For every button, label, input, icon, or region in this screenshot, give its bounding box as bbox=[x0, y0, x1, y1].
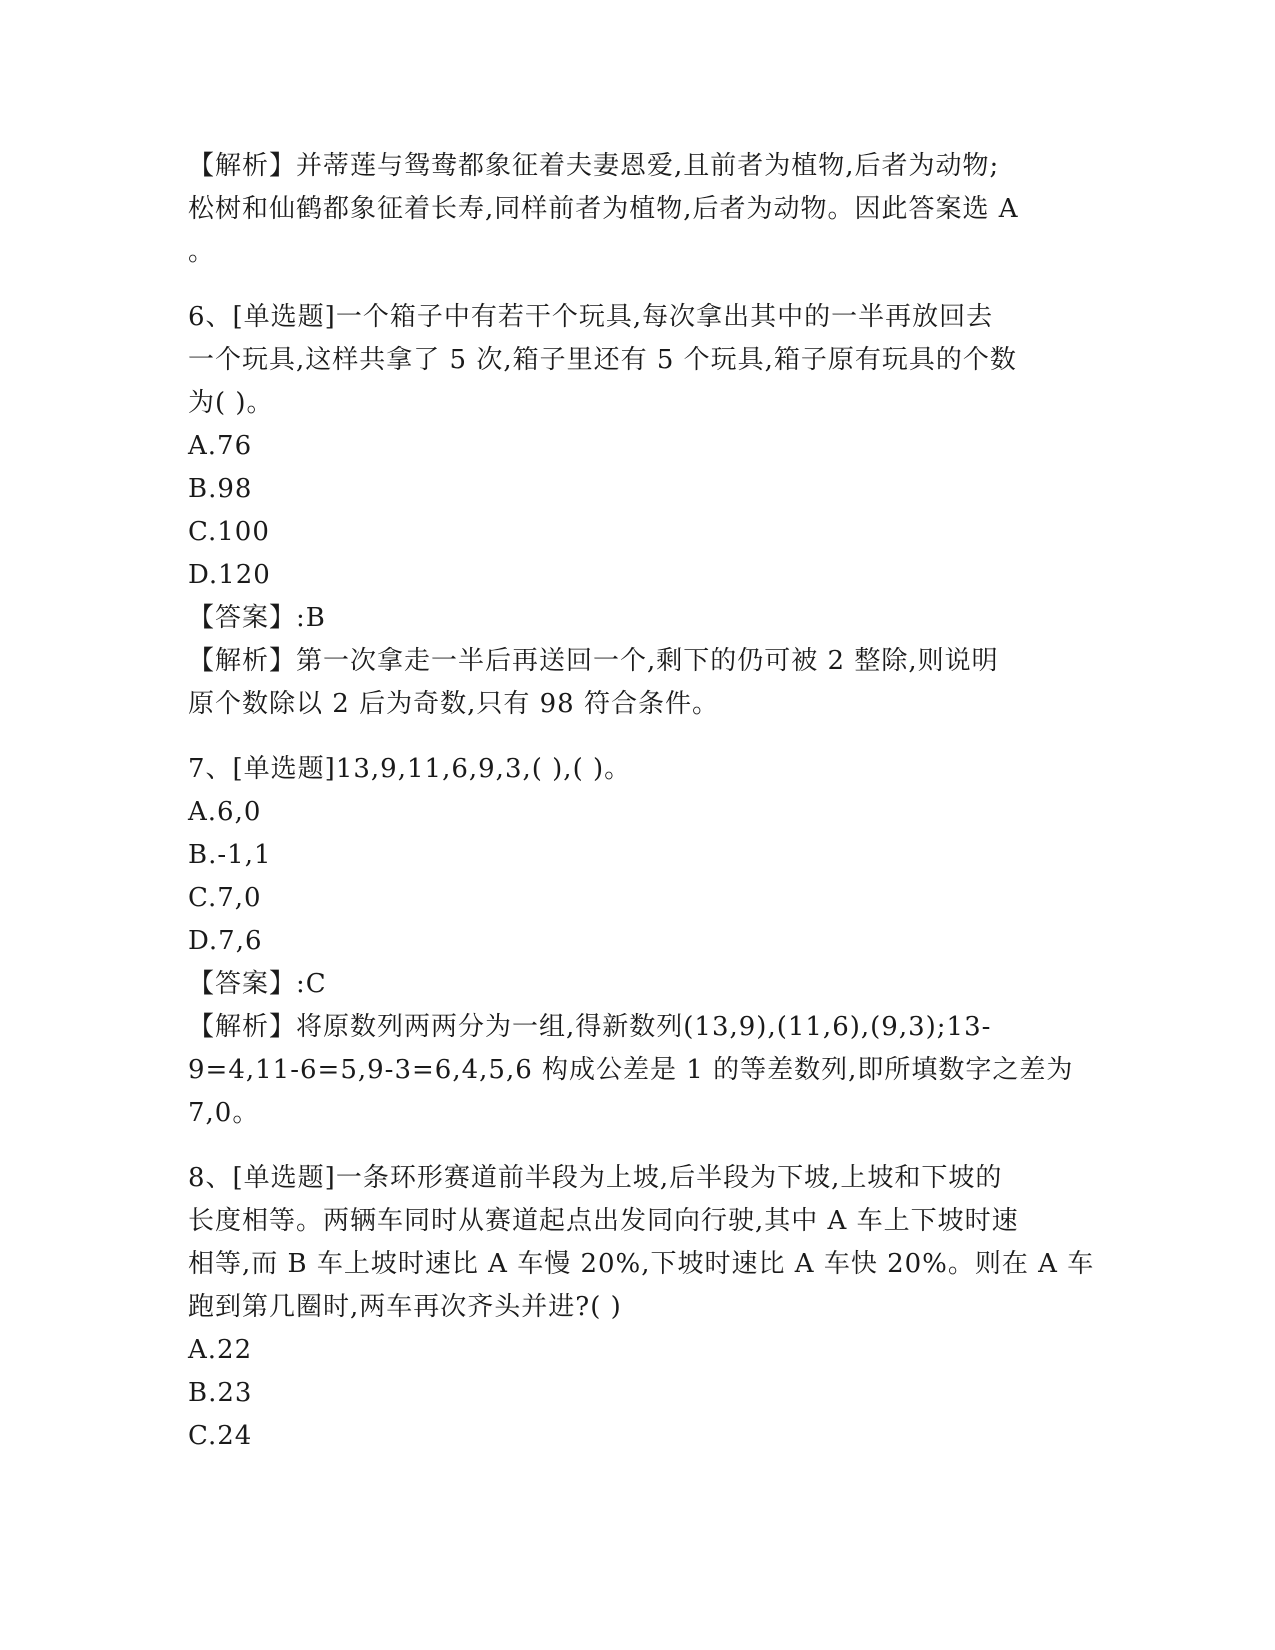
option-a: A.6,0 bbox=[188, 797, 262, 827]
analysis-line: 【解析】第一次拿走一半后再送回一个,剩下的仍可被 2 整除,则说明 bbox=[188, 646, 999, 676]
option-a: A.76 bbox=[188, 431, 253, 461]
question-stem-line: 一个玩具,这样共拿了 5 次,箱子里还有 5 个玩具,箱子原有玩具的个数 bbox=[188, 345, 1017, 375]
question-stem-line: 7、[单选题]13,9,11,6,9,3,( ),( )。 bbox=[188, 754, 632, 784]
answer-line: 【答案】:C bbox=[188, 969, 327, 999]
question-stem-line: 相等,而 B 车上坡时速比 A 车慢 20%,下坡时速比 A 车快 20%。则在 A 车 bbox=[188, 1249, 1095, 1279]
analysis-line: 【解析】并蒂莲与鸳鸯都象征着夫妻恩爱,且前者为植物,后者为动物; bbox=[188, 151, 1000, 181]
option-d: D.7,6 bbox=[188, 926, 263, 956]
analysis-line: 。 bbox=[188, 237, 216, 267]
question-8 bbox=[188, 1157, 1095, 1458]
question-stem-line: 8、[单选题]一条环形赛道前半段为上坡,后半段为下坡,上坡和下坡的 bbox=[188, 1163, 1003, 1193]
option-c: C.100 bbox=[188, 517, 270, 547]
question-stem-line: 为( )。 bbox=[188, 388, 274, 418]
answer-line: 【答案】:B bbox=[188, 603, 326, 633]
analysis-line: 松树和仙鹤都象征着长寿,同样前者为植物,后者为动物。因此答案选 A bbox=[188, 194, 1019, 224]
analysis-line: 【解析】将原数列两两分为一组,得新数列(13,9),(11,6),(9,3);13- bbox=[188, 1012, 992, 1042]
question-6 bbox=[188, 296, 1088, 726]
question-stem-line: 6、[单选题]一个箱子中有若干个玩具,每次拿出其中的一半再放回去 bbox=[188, 302, 994, 332]
option-b: B.98 bbox=[188, 474, 253, 504]
prev-analysis bbox=[188, 145, 1088, 274]
option-c: C.7,0 bbox=[188, 883, 262, 913]
option-a: A.22 bbox=[188, 1335, 253, 1365]
option-c: C.24 bbox=[188, 1421, 253, 1451]
page-content bbox=[188, 145, 1095, 1458]
question-7 bbox=[188, 748, 1088, 1135]
analysis-line: 原个数除以 2 后为奇数,只有 98 符合条件。 bbox=[188, 689, 719, 719]
option-d: D.120 bbox=[188, 560, 271, 590]
analysis-line: 9=4,11-6=5,9-3=6,4,5,6 构成公差是 1 的等差数列,即所填数字之差为 bbox=[188, 1055, 1074, 1085]
question-stem-line: 长度相等。两辆车同时从赛道起点出发同向行驶,其中 A 车上下坡时速 bbox=[188, 1206, 1019, 1236]
option-b: B.23 bbox=[188, 1378, 253, 1408]
option-b: B.-1,1 bbox=[188, 840, 272, 870]
question-stem-line: 跑到第几圈时,两车再次齐头并进?( ) bbox=[188, 1292, 622, 1322]
analysis-line: 7,0。 bbox=[188, 1098, 260, 1128]
